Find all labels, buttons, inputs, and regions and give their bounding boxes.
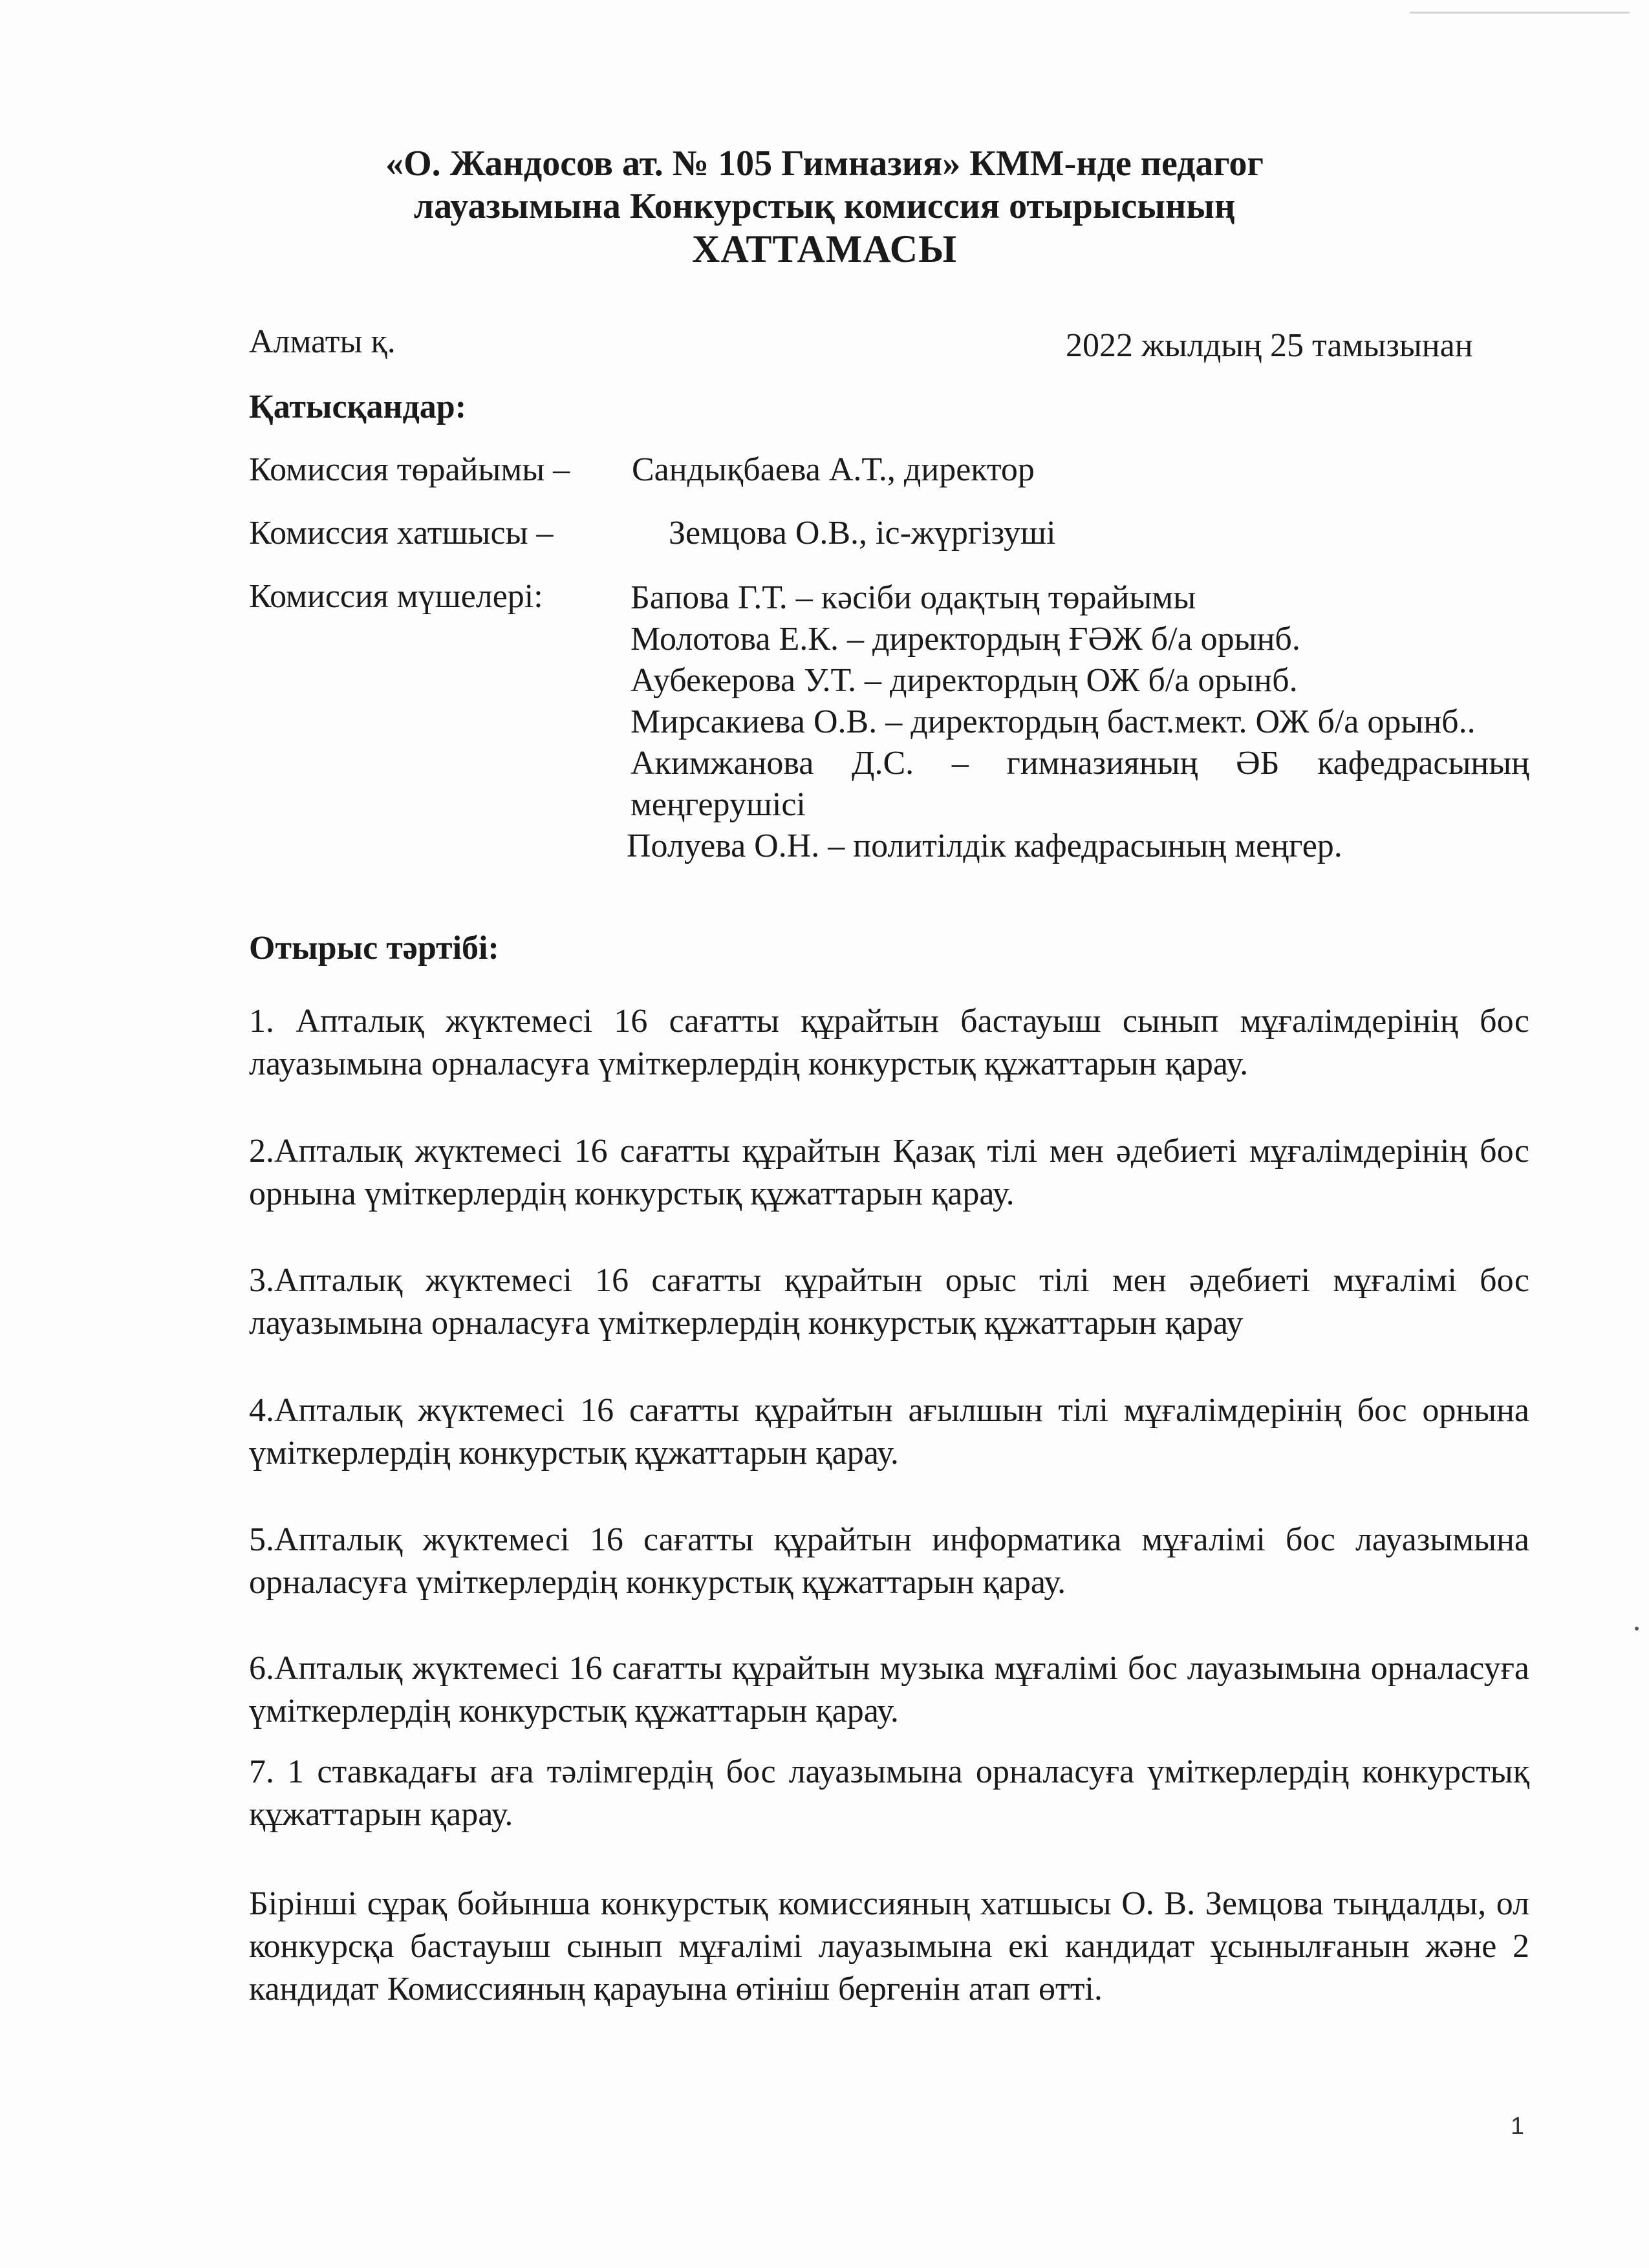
agenda-item: 4.Апталық жүктемесі 16 сағатты құрайтын ағылшын тілі мұғалімдерінің бос орнына үміткерлердің конкурстық құжаттарын қарау. <box>249 1392 1529 1471</box>
agenda-item: 1. Апталық жүктемесі 16 сағатты құрайтын бастауыш сынып мұғалімдерінің бос лауазымына орналасуға үміткерлердің конкурстық құжаттарын қарау. <box>249 1003 1529 1082</box>
chair-role: Комиссия төрайымы – <box>249 451 570 488</box>
scan-artifact-dot <box>1635 1627 1639 1631</box>
closing-paragraph: Бірінші сұрақ бойынша конкурстық комиссияның хатшысы О. В. Земцова тыңдалды, ол конкурсқа бастауыш сынып мұғалімі лауазымына екі кандидат ұсынылғанын және 2 кандидат Комиссияның қарауына өтініш бергенін атап өтті. <box>249 1885 1529 2007</box>
chair-person: Сандықбаева А.Т., директор <box>632 451 1035 488</box>
agenda-item: 7. 1 ставкадағы аға тәлімгердің бос лауазымына орналасуға үміткерлердің конкурстық құжаттарын қарау. <box>249 1753 1529 1833</box>
title-line-1: «О. Жандосов ат. № 105 Гимназия» КММ-нде педагог <box>385 144 1264 184</box>
members-role: Комиссия мүшелері: <box>249 578 543 615</box>
member-item: Полуева О.Н. – политілдік кафедрасының меңгер. <box>627 828 1342 864</box>
agenda-heading: Отырыс тәртібі: <box>249 930 499 967</box>
agenda-item: 3.Апталық жүктемесі 16 сағатты құрайтын орыс тілі мен әдебиеті мұғалімі бос лауазымына орналасуға үміткерлердің конкурстық құжаттарын қарау <box>249 1262 1529 1342</box>
secretary-role: Комиссия хатшысы – <box>249 515 554 551</box>
title-line-3: ХАТТАМАСЫ <box>692 228 957 270</box>
city-label: Алматы қ. <box>249 323 396 360</box>
secretary-person: Земцова О.В., іс-жүргізуші <box>669 515 1056 551</box>
member-item: Акимжанова Д.С. – гимназияның ӘБ кафедрасының меңгерушісі <box>630 745 1529 823</box>
member-item: Бапова Г.Т. – кәсіби одақтың төрайымы <box>630 579 1196 616</box>
participants-heading: Қатысқандар: <box>249 389 467 425</box>
members-list <box>627 577 1529 867</box>
member-item: Молотова Е.К. – директордың ҒӘЖ б/а орынб. <box>630 621 1300 658</box>
scan-artifact-line <box>1410 12 1630 14</box>
member-item: Мирсакиева О.В. – директордың баст.мект. ОЖ б/а орынб.. <box>630 703 1476 740</box>
agenda-item: 6.Апталық жүктемесі 16 сағатты құрайтын музыка мұғалімі бос лауазымына орналасуға үміткерлердің конкурстық құжаттарын қарау. <box>249 1650 1529 1729</box>
agenda-item: 2.Апталық жүктемесі 16 сағатты құрайтын Қазақ тілі мен әдебиеті мұғалімдерінің бос орнына үміткерлердің конкурстық құжаттарын қарау. <box>249 1133 1529 1212</box>
member-item: Аубекерова У.Т. – директордың ОЖ б/а орынб. <box>630 662 1298 699</box>
protocol-date: 2022 жылдың 25 тамызынан <box>1066 327 1473 364</box>
agenda-item: 5.Апталық жүктемесі 16 сағатты құрайтын информатика мұғалімі бос лауазымына орналасуға үміткерлердің конкурстық құжаттарын қарау. <box>249 1521 1529 1601</box>
document-title <box>0 142 1649 270</box>
title-line-2: лауазымына Конкурстық комиссия отырысының <box>413 186 1236 226</box>
page-number: 1 <box>1511 2113 1525 2140</box>
